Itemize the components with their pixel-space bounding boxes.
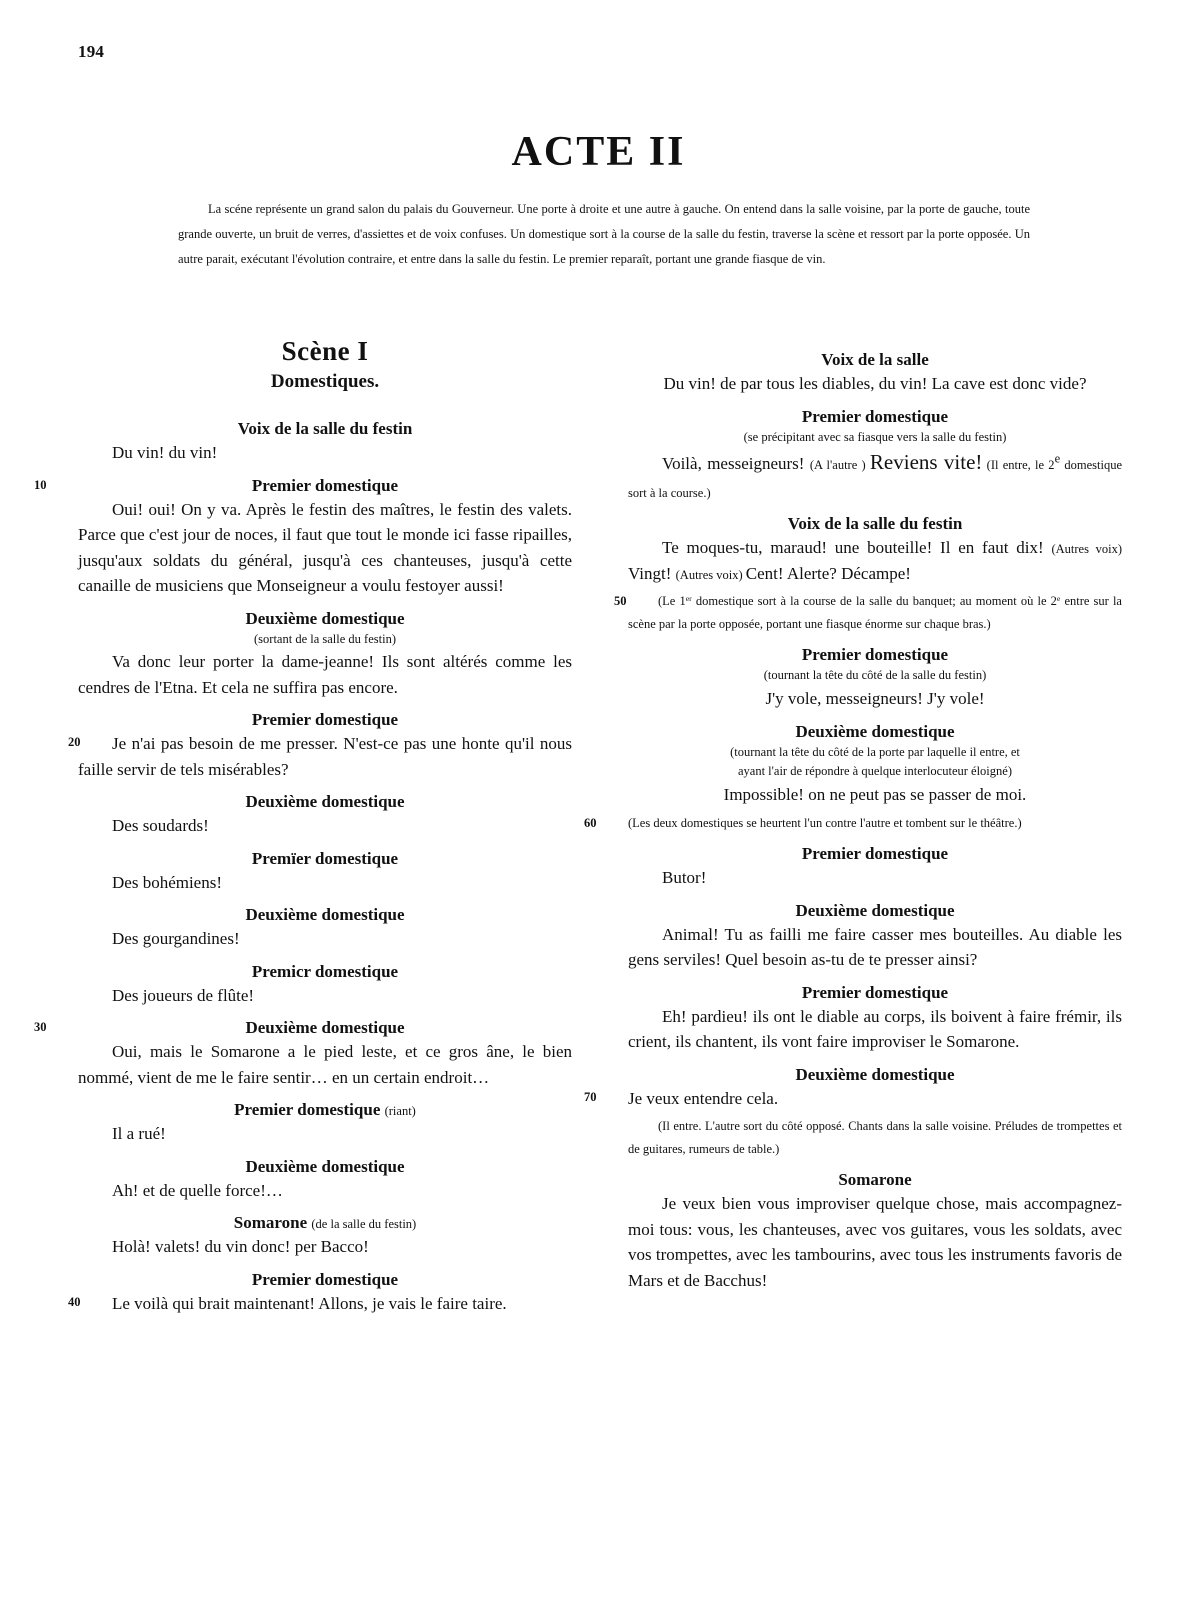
speaker-heading: Deuxième domestique: [245, 792, 405, 812]
line-number: 50: [614, 594, 627, 609]
stage-direction: [584, 812, 1122, 835]
speaker-heading: Deuxième domestique: [245, 1156, 405, 1176]
stage-direction-inline: (Autres voix): [675, 567, 746, 582]
speech-text: Te moques-tu, maraud! une bouteille! Il en faut dix!: [662, 538, 1052, 558]
act-stage-direction: La scéne représente un grand salon du palais du Gouverneur. Une porte à droite et une autre à gauche. On entend dans la salle voisine, par la porte de gauche, toute grande ouverte, un bruit de verres, d'assiettes et de voix confuses. Un domestique sort à la course de la salle du festin, traverse la scène et ressort par la porte opposée. Un autre parait, exécutant l'évolution contraire, et entre dans la salle du festin. Le premier reparaît, portant une grande fiasque de vin.: [178, 202, 1030, 266]
speaker-heading: [34, 1018, 572, 1038]
act-title: ACTE II: [511, 129, 686, 175]
speaker-heading: [78, 1100, 572, 1120]
speech-line: [628, 535, 1122, 586]
speech-line: [628, 447, 1122, 504]
speech-line: Il a rué!: [112, 1124, 166, 1144]
line-number: 30: [34, 1020, 47, 1035]
stage-direction-inline: (de la salle du festin): [311, 1217, 417, 1232]
speech-text: Vingt!: [628, 563, 676, 583]
speaker-heading: Premier domestique: [801, 645, 949, 665]
line-number: 40: [68, 1294, 81, 1309]
stage-direction: (tournant la tête du côté de la porte par laquelle il entre, et: [730, 744, 1020, 759]
speaker-heading: Voix de la salle du festin: [787, 514, 963, 534]
speaker-name: Deuxième domestique: [245, 1018, 405, 1038]
ordinal-suffix: er: [685, 594, 692, 604]
stage-direction-inline: (riant): [384, 1104, 416, 1119]
speech-line: [68, 731, 572, 782]
speaker-name: Premier domestique: [234, 1100, 381, 1120]
stage-direction-inline: (Il entre, le 2: [982, 458, 1055, 473]
speech-text: Cent! Alerte? Décampe!: [745, 563, 911, 583]
speech-line: Ah! et de quelle force!…: [112, 1180, 283, 1200]
scene-title: Scène I: [281, 336, 369, 366]
line-number: 60: [584, 815, 597, 830]
speaker-heading: Premïer domestique: [251, 848, 399, 868]
ordinal-suffix: e: [1056, 594, 1061, 604]
speech-line: Des soudards!: [112, 816, 209, 836]
stage-direction: (Il entre. L'autre sort du côté opposé. Chants dans la salle voisine. Préludes de trompettes et de guitares, rumeurs de table.): [628, 1119, 1122, 1156]
speech-line: Impossible! on ne peut pas se passer de moi.: [723, 785, 1027, 804]
speech-line: Eh! pardieu! ils ont le diable au corps, ils boivent à faire frémir, ils crient, ils chantent, ils vont faire improviser le Somarone.: [628, 1006, 1122, 1051]
speaker-heading: Deuxième domestique: [245, 905, 405, 925]
speech-line: Animal! Tu as failli me faire casser mes bouteilles. Au diable les gens serviles! Quel besoin as-tu de te presser ainsi?: [628, 924, 1122, 969]
speech-line: Des gourgandines!: [112, 929, 240, 949]
speaker-heading: Somarone: [838, 1170, 912, 1189]
speech-text: Je n'ai pas besoin de me presser. N'est-ce pas une honte qu'il nous faille servir de tels misérables?: [78, 734, 572, 779]
speech-line: Oui! oui! On y va. Après le festin des maîtres, le festin des valets. Parce que c'est jour de noces, il faut que tout le monde ici fasse ripailles, jusqu'aux soldats du général, jusqu'à ces chanteuses, jusqu'à cette canaille de musiciens que Monseigneur a voulu festoyer aussi!: [78, 499, 572, 595]
speaker-heading: Premier domestique: [801, 844, 949, 863]
stage-direction: ayant l'air de répondre à quelque interlocuteur éloigné): [737, 764, 1012, 779]
speech-line: [584, 1086, 1122, 1112]
speech-text: Le voilà qui brait maintenant! Allons, je vais le faire taire.: [112, 1293, 507, 1313]
speech-line: Butor!: [662, 868, 707, 887]
speaker-heading: Premier domestique: [251, 710, 399, 730]
direction-text: domestique sort à la course de la salle du banquet; au moment où le 2: [691, 594, 1057, 609]
stage-direction-inline: (Autres voix): [1051, 542, 1122, 557]
ordinal-suffix: e: [1054, 451, 1061, 466]
stage-direction: [614, 590, 1122, 635]
line-number: 20: [68, 735, 81, 750]
speech-line: Je veux bien vous improviser quelque chose, mais accompagnez-moi tous: vous, les chanteuses, avec vos guitares, vous les soldats, avec vos trompettes, avec les tambourins, avec tous les instruments favoris de Mars et de Bacchus!: [628, 1194, 1122, 1290]
speech-line: Holà! valets! du vin donc! per Bacco!: [112, 1237, 369, 1257]
speech-line: Du vin! de par tous les diables, du vin! La cave est donc vide?: [663, 374, 1087, 393]
stage-direction-inline: (A l'autre ): [809, 458, 870, 473]
speaker-name: Somarone: [233, 1213, 308, 1233]
speech-shout: Reviens vite!: [869, 450, 983, 475]
scene-cast-list: Domestiques.: [270, 371, 380, 392]
direction-text: entre sur la scène par la porte opposée, portant une fiasque énorme sur chaque bras.): [628, 594, 1122, 631]
speaker-heading: Deuxième domestique: [245, 608, 405, 628]
speech-text: Voilà, messeigneurs!: [662, 454, 810, 474]
right-column: [584, 336, 1122, 1297]
stage-direction: (sortant de la salle du festin): [254, 631, 396, 646]
speech-line: J'y vole, messeigneurs! J'y vole!: [765, 689, 985, 708]
speech-text: Je veux entendre cela.: [628, 1088, 779, 1108]
line-number: 10: [34, 477, 47, 492]
speech-line: Des bohémiens!: [112, 872, 223, 892]
speaker-heading: [78, 1213, 572, 1233]
speech-line: Des joueurs de flûte!: [112, 985, 255, 1005]
speaker-heading: Premier domestique: [251, 1269, 399, 1289]
speech-line: [68, 1291, 572, 1317]
speech-line: Va donc leur porter la dame-jeanne! Ils sont altérés comme les cendres de l'Etna. Et cela ne suffira pas encore.: [78, 652, 572, 697]
speaker-heading: Deuxième domestique: [795, 1064, 955, 1084]
speaker-heading: Premicr domestique: [251, 961, 399, 981]
speaker-heading: Deuxième domestique: [795, 900, 955, 920]
speaker-heading: Premier domestique: [801, 982, 949, 1002]
direction-text: (Le 1: [658, 594, 686, 609]
speaker-heading: Deuxième domestique: [795, 721, 955, 741]
speaker-name: Premier domestique: [251, 475, 399, 495]
direction-text: (Les deux domestiques se heurtent l'un contre l'autre et tombent sur le théâtre.): [628, 815, 1022, 830]
speech-line: Du vin! du vin!: [112, 443, 218, 462]
page-number: 194: [78, 42, 105, 61]
speaker-heading: Voix de la salle: [821, 350, 929, 369]
line-number: 70: [584, 1089, 597, 1104]
speaker-heading: [34, 475, 572, 496]
speaker-heading: Voix de la salle du festin: [237, 419, 413, 438]
stage-direction-inline: domestique sort à la course.): [628, 458, 1122, 500]
stage-direction: (se précipitant avec sa fiasque vers la salle du festin): [743, 429, 1007, 444]
stage-direction: (tournant la tête du côté de la salle du festin): [763, 668, 987, 683]
left-column: [34, 336, 572, 1320]
speech-line: Oui, mais le Somarone a le pied leste, et ce gros âne, le bien nommé, vient de me le faire sentir… en un certain endroit…: [78, 1042, 572, 1087]
speaker-heading: Premier domestique: [801, 406, 949, 426]
